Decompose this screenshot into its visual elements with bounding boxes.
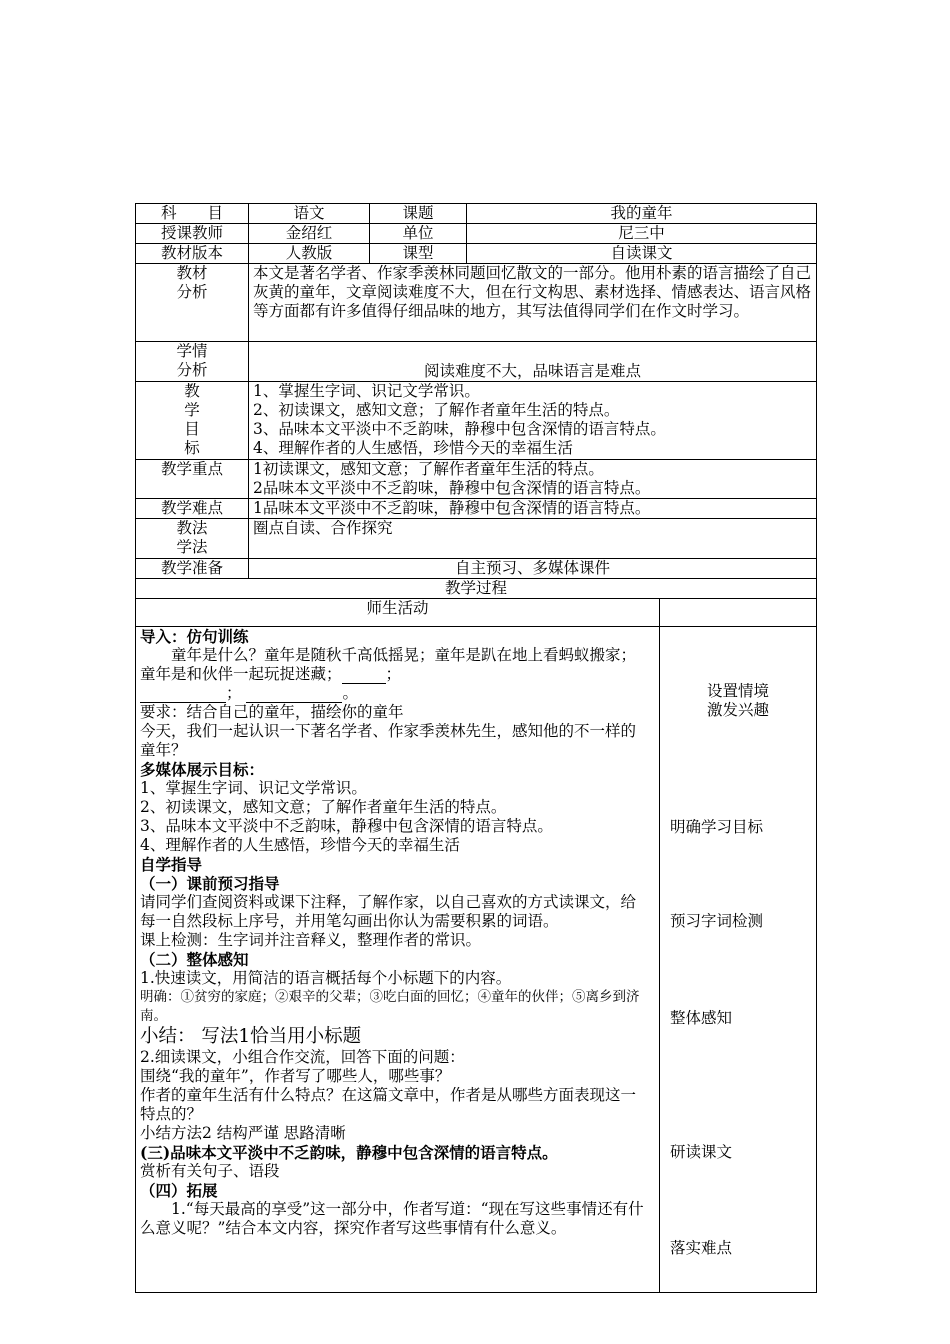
learning-label-2: 分析: [176, 361, 208, 379]
section-2-question-2b: 作者的童年生活有什么特点？在这篇文章中，作者是从哪些方面表现这一特点的？: [140, 1086, 637, 1123]
method-row: [136, 519, 817, 559]
note-4: 整体感知: [670, 1009, 733, 1027]
lesson-plan-table: [135, 203, 817, 1293]
key-points-row: [136, 460, 817, 499]
notes-column: [660, 627, 817, 1293]
goal-item: 4、理解作者的人生感悟，珍惜今天的幸福生活: [253, 439, 573, 457]
edition-label: 教材版本: [136, 244, 249, 264]
goals-display-item: 2、初读课文，感知文意；了解作者童年生活的特点。: [140, 798, 507, 816]
material-text: 本文是著名学者、作家季羡林同题回忆散文的一部分。他用朴素的语言描绘了自己灰黄的童年，文章阅读难度不大，但在行文构思、素材选择、情感表达、语言风格等方面都有许多值得仔细品味的地方，其写法值得同学们在作文时学习。: [249, 264, 817, 342]
subject-label: 科 目: [136, 204, 249, 224]
section-2-title: （二）整体感知: [140, 950, 249, 969]
section-4-text: 1.“每天最高的享受”这一部分中，作者写道：“现在写这些事情还有什么意义呢？”结合本文内容，探究作者写这些事情有什么意义。: [140, 1200, 644, 1237]
process-header-row: [136, 599, 817, 627]
header-row-teacher: [136, 224, 817, 244]
fill-blank: [140, 688, 226, 703]
material-row: [136, 264, 817, 342]
subject-value: 语文: [249, 204, 370, 224]
section-2-question-2: 2.细读课文，小组合作交流，回答下面的问题：: [140, 1048, 465, 1066]
prep-row: [136, 559, 817, 579]
intro-period: 。: [342, 684, 358, 702]
section-2-answer: 明确：①贫穷的家庭；②艰辛的父辈；③吃白面的回忆；④童年的伙伴；⑤离乡到济南。: [140, 989, 640, 1024]
fill-blank: [342, 669, 386, 684]
process-content-row: [136, 627, 817, 1293]
difficulty-text: 1品味本文平淡中不乏韵味，静穆中包含深情的语言特点。: [249, 499, 817, 519]
section-3-title: (三)品味本文平淡中不乏韵味，静穆中包含深情的语言特点。: [140, 1143, 558, 1162]
self-study-title: 自学指导: [140, 855, 203, 874]
difficulty-label: 教学难点: [136, 499, 249, 519]
note-1a: 设置情境: [707, 682, 770, 700]
note-column-header: [660, 599, 817, 627]
topic-label: 课题: [370, 204, 467, 224]
teacher-label: 授课教师: [136, 224, 249, 244]
learning-row: [136, 342, 817, 382]
process-title-row: [136, 579, 817, 599]
intro-sep: ；: [226, 684, 242, 702]
goal-item: 3、品味本文平淡中不乏韵味，静穆中包含深情的语言特点。: [253, 420, 666, 438]
intro-blanks: [140, 684, 645, 703]
prep-text: 自主预习、多媒体课件: [249, 559, 817, 579]
goals-label-char: 学: [184, 401, 200, 419]
note-5: 研读课文: [670, 1143, 733, 1161]
intro-requirement: 要求：结合自己的童年，描绘你的童年: [140, 703, 404, 721]
goals-label-char: 教: [184, 382, 200, 400]
activity-content: [136, 627, 660, 1293]
goals-label-char: 标: [184, 439, 200, 457]
prep-label: 教学准备: [136, 559, 249, 579]
goal-item: 2、初读课文，感知文意；了解作者童年生活的特点。: [253, 401, 620, 419]
edition-value: 人教版: [249, 244, 370, 264]
material-label-2: 分析: [176, 283, 208, 301]
goals-display-item: 3、品味本文平淡中不乏韵味，静穆中包含深情的语言特点。: [140, 817, 553, 835]
intro-text-body: 童年是什么？童年是随秋千高低摇晃；童年是趴在地上看蚂蚁搬家；童年是和伙伴一起玩捉迷藏；: [140, 646, 637, 683]
method-label-1: 教法: [176, 519, 208, 537]
type-value: 自读课文: [467, 244, 817, 264]
goals-display-item: 4、理解作者的人生感悟，珍惜今天的幸福生活: [140, 836, 460, 854]
key-points-list: [249, 460, 817, 499]
process-title: 教学过程: [136, 579, 817, 599]
header-row-edition: [136, 244, 817, 264]
section-1-check: 课上检测：生字词并注音释义，整理作者的常识。: [140, 931, 482, 949]
unit-label: 单位: [370, 224, 467, 244]
difficulty-row: [136, 499, 817, 519]
learning-text: 阅读难度不大，品味语言是难点: [249, 342, 817, 382]
method-text: 圈点自读、合作探究: [249, 519, 817, 559]
learning-label: [136, 342, 249, 382]
note-3: 预习字词检测: [670, 912, 764, 930]
note-6: 落实难点: [670, 1239, 733, 1257]
goals-label: [136, 382, 249, 460]
intro-sep: ；: [385, 665, 402, 683]
note-2: 明确学习目标: [670, 818, 764, 836]
material-label-1: 教材: [176, 264, 208, 282]
goals-row: [136, 382, 817, 460]
goals-display-title: 多媒体展示目标：: [140, 760, 265, 779]
key-point-item: 1初读课文，感知文意；了解作者童年生活的特点。: [253, 460, 604, 478]
goals-list: [249, 382, 817, 460]
key-points-label: 教学重点: [136, 460, 249, 499]
section-2-summary-1: 小结： 写法1恰当用小标题: [140, 1026, 362, 1047]
fill-blank: [246, 688, 342, 703]
header-row-subject: [136, 204, 817, 224]
activity-column-header: 师生活动: [136, 599, 660, 627]
topic-value: 我的童年: [467, 204, 817, 224]
section-2-question-1: 1.快速读文，用简洁的语言概括每个小标题下的内容。: [140, 969, 512, 987]
unit-value: 尼三中: [467, 224, 817, 244]
note-1: [660, 682, 816, 720]
section-2-question-2a: 围绕“我的童年”，作者写了哪些人，哪些事？: [140, 1067, 451, 1085]
learning-label-1: 学情: [176, 342, 208, 360]
key-point-item: 2品味本文平淡中不乏韵味，静穆中包含深情的语言特点。: [253, 479, 651, 497]
intro-text: [140, 646, 645, 684]
intro-title: 导入：仿句训练: [140, 627, 249, 646]
section-1-text: 请同学们查阅资料或课下注释，了解作家，以自己喜欢的方式读课文，给每一自然段标上序号，并用笔勾画出你认为需要积累的词语。: [140, 893, 637, 930]
section-3-text: 赏析有关句子、语段: [140, 1162, 280, 1180]
goals-display-item: 1、掌握生字词、识记文学常识。: [140, 779, 367, 797]
intro-today: 今天，我们一起认识一下著名学者、作家季羡林先生，感知他的不一样的童年？: [140, 722, 637, 759]
section-1-title: （一）课前预习指导: [140, 874, 280, 893]
section-2-summary-2: 小结方法2 结构严谨 思路清晰: [140, 1124, 346, 1142]
material-label: [136, 264, 249, 342]
method-label: [136, 519, 249, 559]
section-4-title: （四）拓展: [140, 1181, 218, 1200]
goal-item: 1、掌握生字词、识记文学常识。: [253, 382, 480, 400]
method-label-2: 学法: [176, 538, 208, 556]
goals-label-char: 目: [184, 420, 200, 438]
note-1b: 激发兴趣: [707, 701, 770, 719]
teacher-value: 金绍红: [249, 224, 370, 244]
type-label: 课型: [370, 244, 467, 264]
